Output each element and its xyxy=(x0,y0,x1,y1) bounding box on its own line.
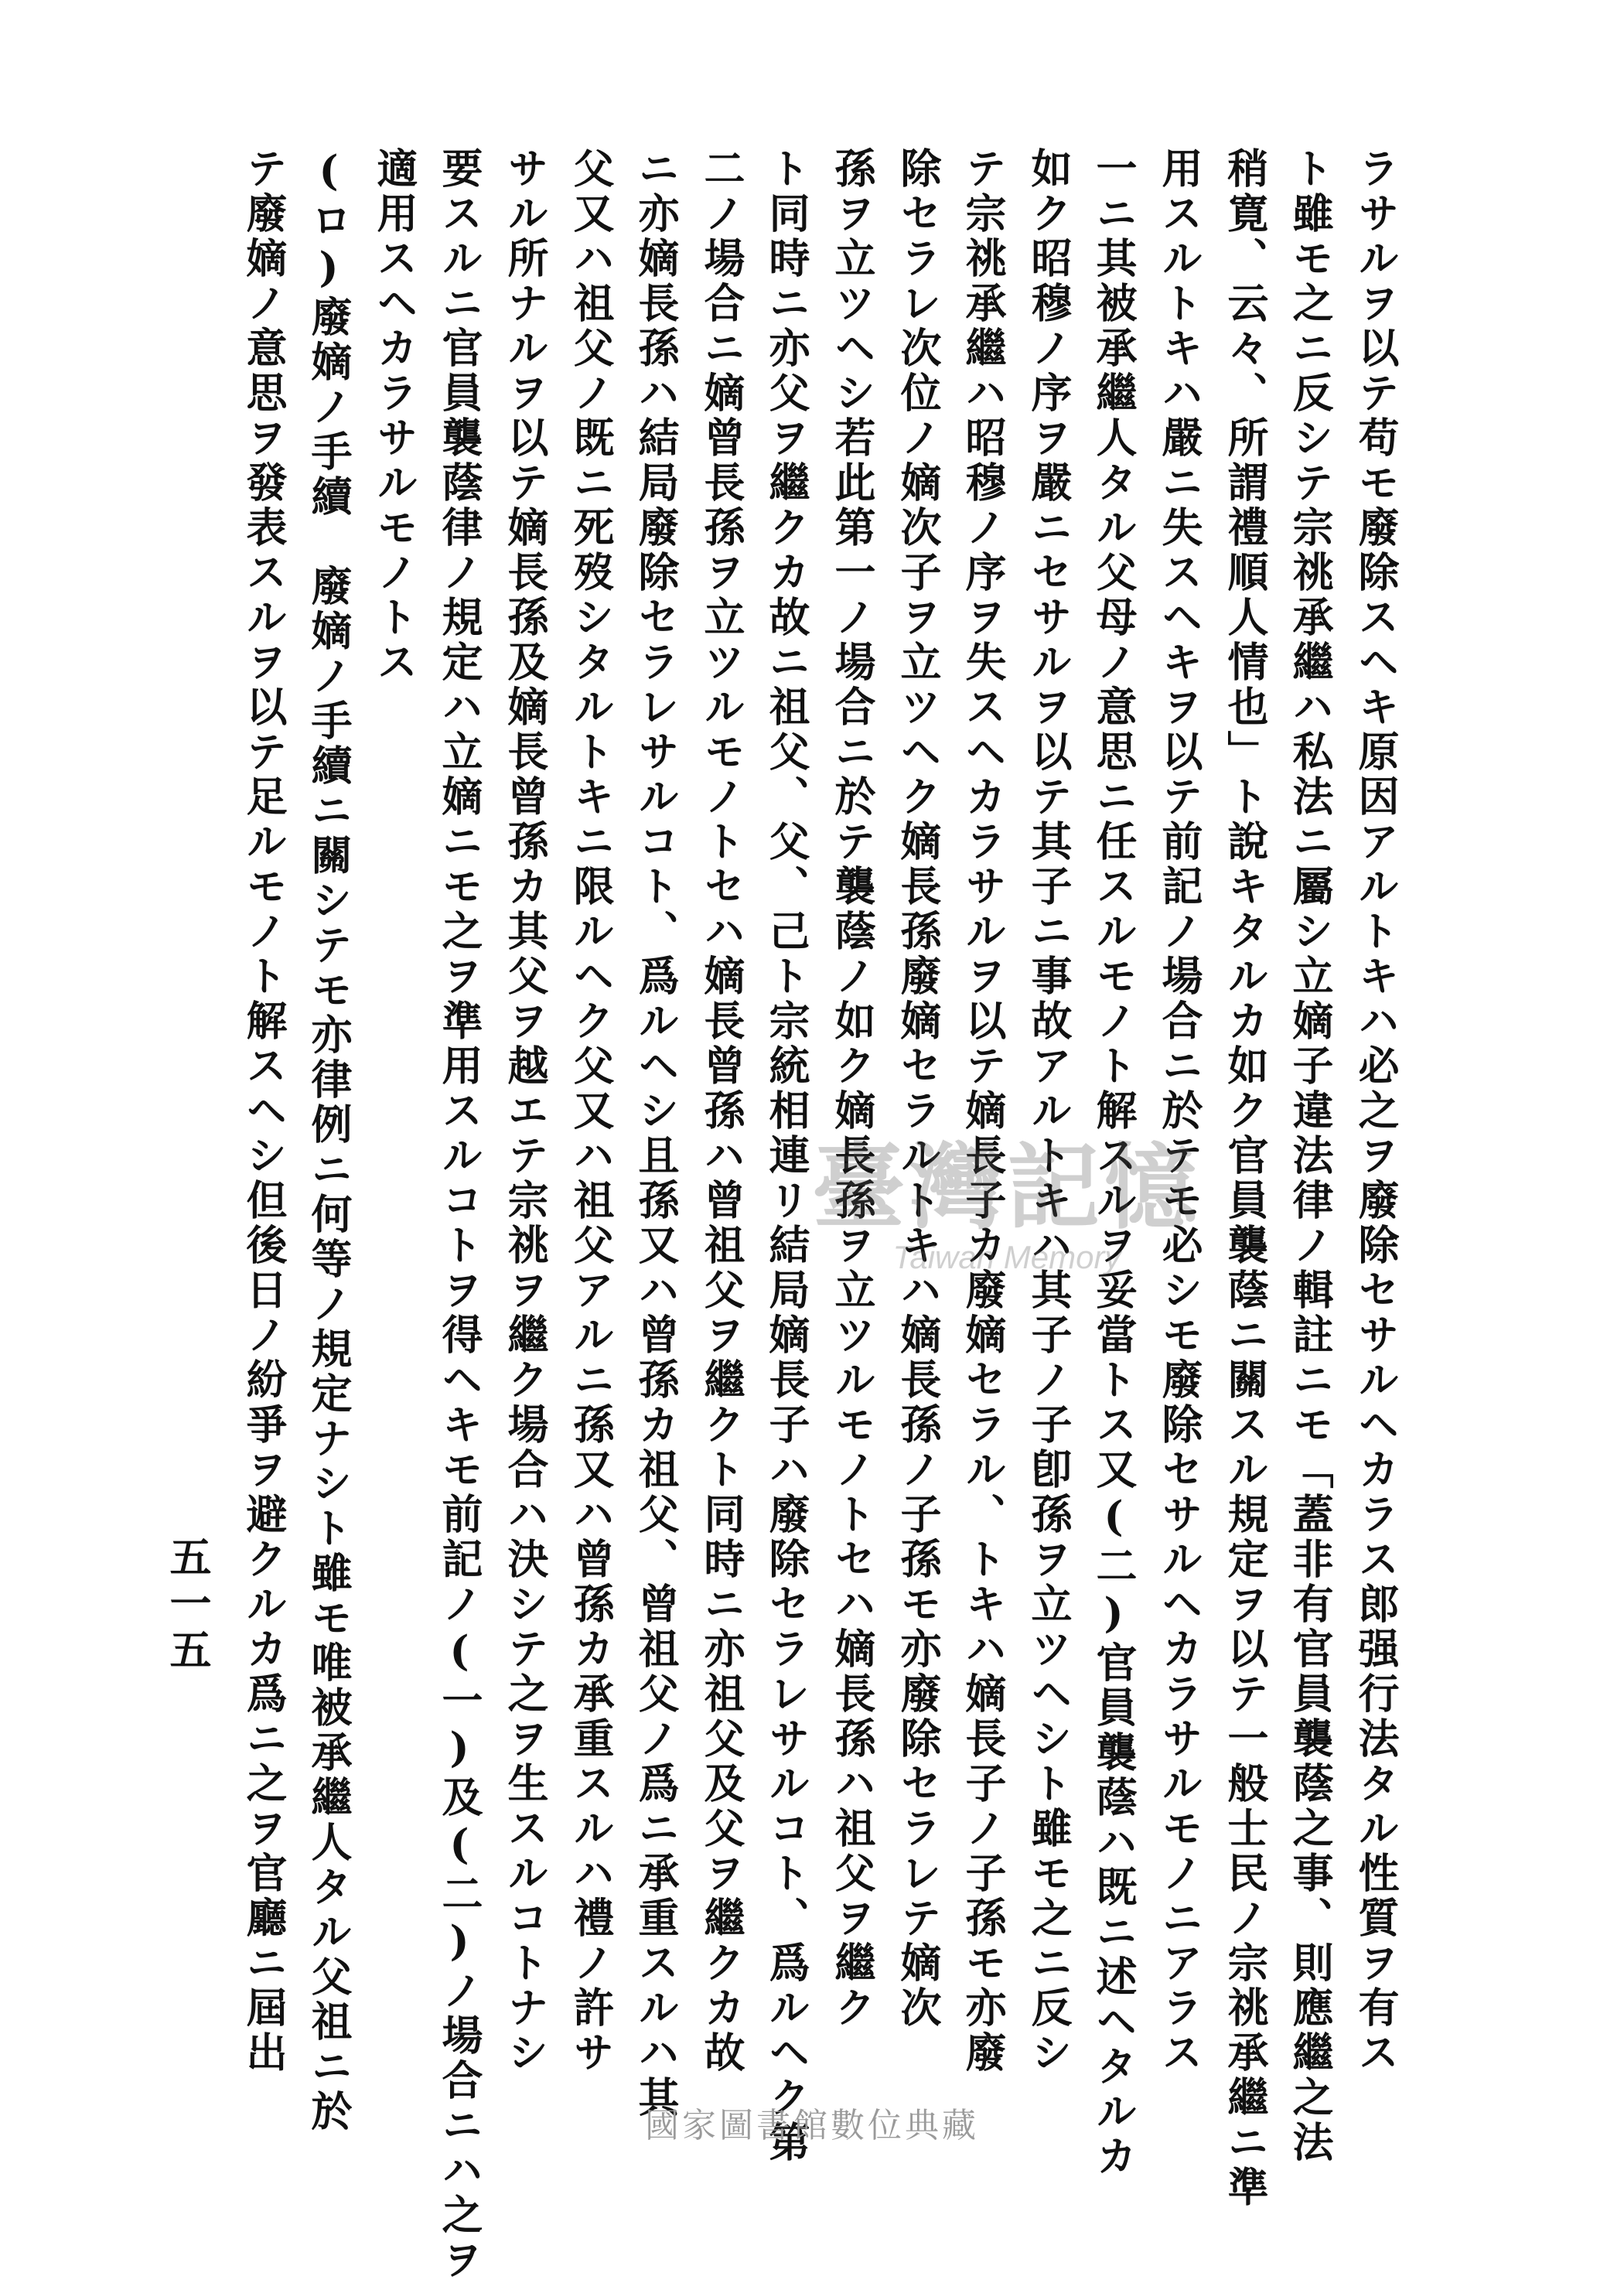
text-column: ト同時ニ亦父ヲ繼クカ故ニ祖父、父、己ト宗統相連リ結局嫡長子ハ廢除セラレサルコト、爲ルヘク第 xyxy=(763,147,810,2165)
text-column: サル所ナルヲ以テ嫡長孫及嫡長曾孫カ其父ヲ越エテ宗祧ヲ繼ク場合ハ決シテ之ヲ生スルコトナシ xyxy=(501,147,549,2076)
text-column: テ宗祧承繼ハ昭穆ノ序ヲ失スヘカラサルヲ以テ嫡長子カ廢嫡セラル、トキハ嫡長子ノ子孫モ亦廢 xyxy=(959,147,1007,2076)
text-column: 二ノ場合ニ嫡曾長孫ヲ立ツルモノトセハ嫡長曾孫ハ曾祖父ヲ繼クト同時ニ亦祖父及父ヲ繼クカ故 xyxy=(698,147,745,2076)
text-column: 用スルトキハ嚴ニ失スヘキヲ以テ前記ノ場合ニ於テモ必シモ廢除セサルヘカラサルモノニアラス xyxy=(1155,147,1203,2076)
text-column: (ロ)廢嫡ノ手續 廢嫡ノ手續ニ關シテモ亦律例ニ何等ノ規定ナシト雖モ唯被承繼人タル父祖ニ於 xyxy=(305,147,353,2135)
watermark xyxy=(812,1114,1202,1276)
text-column: 要スルニ官員襲蔭律ノ規定ハ立嫡ニモ之ヲ準用スルコトヲ得ヘキモ前記ノ(一)及(二)ノ場合ニハ之ヲ xyxy=(435,147,483,2283)
page-number: 五一五 xyxy=(163,1535,213,1674)
watermark-text: 臺灣記憶 xyxy=(812,1133,1202,1242)
text-column: 如ク昭穆ノ序ヲ嚴ニセサルヲ以テ其子ニ事故アルトキハ其子ノ子卽孫ヲ立ツヘシト雖モ之ニ反シ xyxy=(1025,147,1073,2076)
text-column: 父又ハ祖父ノ既ニ死歿シタルトキニ限ルヘク父又ハ祖父アルニ孫又ハ曾孫カ承重スルハ禮ノ許サ xyxy=(567,147,615,2076)
text-column: ニ亦嫡長孫ハ結局廢除セラレサルコト、爲ルヘシ且孫又ハ曾孫カ祖父、曾祖父ノ爲ニ承重スルハ其 xyxy=(632,147,680,2121)
text-column: 一ニ其被承繼人タル父母ノ意思ニ任スルモノト解スルヲ妥當トス又(二)官員襲蔭ハ既ニ述ヘタルカ xyxy=(1090,147,1138,2179)
text-column: ト雖モ之ニ反シテ宗祧承繼ハ私法ニ屬シ立嫡子違法律ノ輯註ニモ「蓋非有官員襲蔭之事、則應繼之法 xyxy=(1286,147,1334,2165)
text-column: 孫ヲ立ツヘシ若此第一ノ場合ニ於テ襲蔭ノ如ク嫡長孫ヲ立ツルモノトセハ嫡長孫ハ祖父ヲ繼ク xyxy=(828,147,876,2031)
text-column: ラサルヲ以テ苟モ廢除スヘキ原因アルトキハ必之ヲ廢除セサルヘカラス郎强行法タル性質ヲ有ス xyxy=(1352,147,1400,2076)
watermark-subtext: Taiwan Memory xyxy=(892,1239,1121,1275)
text-column: テ廢嫡ノ意思ヲ發表スルヲ以テ足ルモノト解スヘシ但後日ノ紛爭ヲ避クルカ爲ニ之ヲ官廳ニ屆出 xyxy=(240,147,288,2076)
text-column: 適用スヘカラサルモノトス xyxy=(370,147,418,685)
text-column: 除セラレ次位ノ嫡次子ヲ立ツヘク嫡長孫廢嫡セラルトキハ嫡長孫ノ子孫モ亦廢除セラレテ嫡次 xyxy=(894,147,942,2031)
footer-caption: 國家圖書館數位典藏 xyxy=(645,2106,979,2145)
text-column: 稍寛、云々、所謂禮順人情也」ト說キタルカ如ク官員襲蔭ニ關スル規定ヲ以テ一般士民ノ宗祧承繼ニ準 xyxy=(1221,147,1269,2210)
